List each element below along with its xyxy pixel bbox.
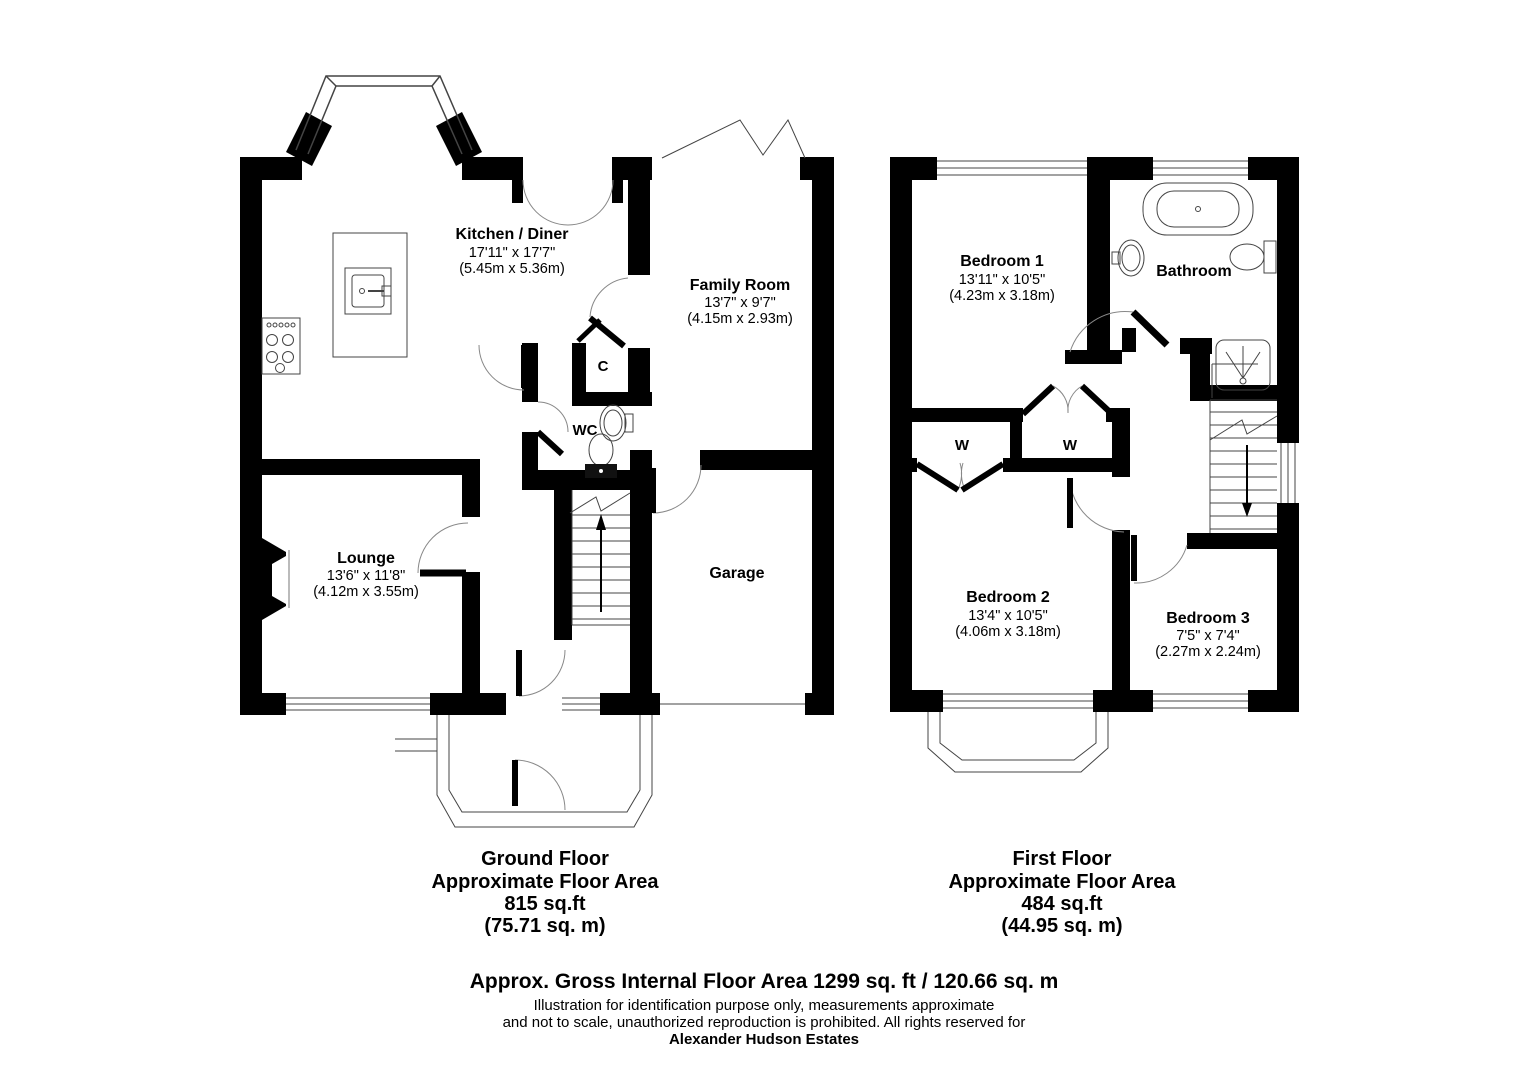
first-floor-title: First Floor: [1012, 848, 1112, 870]
label-lounge-metric: (4.12m x 3.55m): [313, 584, 419, 600]
stairs-up-arrow: [596, 514, 606, 530]
first-floor-plan: [890, 157, 1299, 772]
label-lounge-name: Lounge: [337, 550, 395, 567]
label-cupboard: C: [597, 358, 609, 375]
first-floor-area-m: (44.95 sq. m): [1001, 915, 1123, 937]
footer-company-name: Alexander Hudson Estates: [668, 1031, 860, 1048]
ground-floor-area-ft: 815 sq.ft: [504, 893, 586, 915]
label-bedroom3-name: Bedroom 3: [1166, 610, 1250, 627]
footer-headline: Approx. Gross Internal Floor Area 1299 sq. ft / 120.66 sq. m: [469, 970, 1059, 993]
label-bedroom2-name: Bedroom 2: [966, 589, 1050, 606]
label-wardrobe-1: W: [954, 437, 970, 454]
label-bedroom1-metric: (4.23m x 3.18m): [949, 288, 1055, 304]
first-floor-subtitle: Approximate Floor Area: [948, 871, 1176, 893]
footer-disclaimer-line1: Illustration for identification purpose only, measurements approximate: [533, 997, 995, 1014]
label-family-room-metric: (4.15m x 2.93m): [687, 311, 793, 327]
stairs-down-arrow: [1242, 503, 1252, 517]
footer-disclaimer-line2: and not to scale, unauthorized reproduction is prohibited. All rights reserved for: [502, 1014, 1026, 1031]
label-garage: Garage: [709, 565, 765, 582]
label-kitchen-imperial: 17'11" x 17'7": [468, 245, 556, 261]
label-family-room-name: Family Room: [689, 277, 791, 294]
label-wardrobe-2: W: [1062, 437, 1078, 454]
label-wc: WC: [572, 422, 598, 439]
label-bedroom1-imperial: 13'11" x 10'5": [958, 272, 1046, 288]
label-lounge-imperial: 13'6" x 11'8": [326, 568, 406, 584]
kitchen-island: [333, 233, 407, 357]
ground-floor-plan: [240, 76, 834, 827]
label-kitchen-metric: (5.45m x 5.36m): [459, 261, 565, 277]
ground-staircase: [570, 490, 630, 625]
footer: [470, 970, 1059, 1048]
bedroom2-bay-window: [928, 712, 1108, 772]
ground-floor-area-m: (75.71 sq. m): [484, 915, 606, 937]
entrance-porch: [395, 715, 652, 827]
label-family-room-imperial: 13'7" x 9'7": [704, 295, 776, 311]
label-bathroom: Bathroom: [1156, 263, 1232, 280]
ground-floor-walls: [240, 112, 834, 715]
label-bedroom2-metric: (4.06m x 3.18m): [955, 624, 1061, 640]
label-bedroom1-name: Bedroom 1: [960, 253, 1044, 270]
bathroom-toilet: [1230, 244, 1264, 270]
fireplace-recess: [272, 556, 286, 604]
open-plan-divider-zigzag: [662, 120, 805, 158]
ground-floor-title: Ground Floor: [481, 848, 609, 870]
label-kitchen-name: Kitchen / Diner: [455, 226, 569, 243]
floor-titles: [431, 848, 1176, 937]
ground-floor-subtitle: Approximate Floor Area: [431, 871, 659, 893]
cooker-hob: [262, 318, 300, 374]
ground-floor-windows: [286, 698, 805, 710]
wc-fixtures: [585, 405, 633, 478]
first-floor-area-ft: 484 sq.ft: [1021, 893, 1103, 915]
label-bedroom3-metric: (2.27m x 2.24m): [1155, 644, 1261, 660]
label-bedroom3-imperial: 7'5" x 7'4": [1176, 628, 1240, 644]
label-bedroom2-imperial: 13'4" x 10'5": [968, 608, 1048, 624]
sink-drain: [360, 289, 365, 294]
